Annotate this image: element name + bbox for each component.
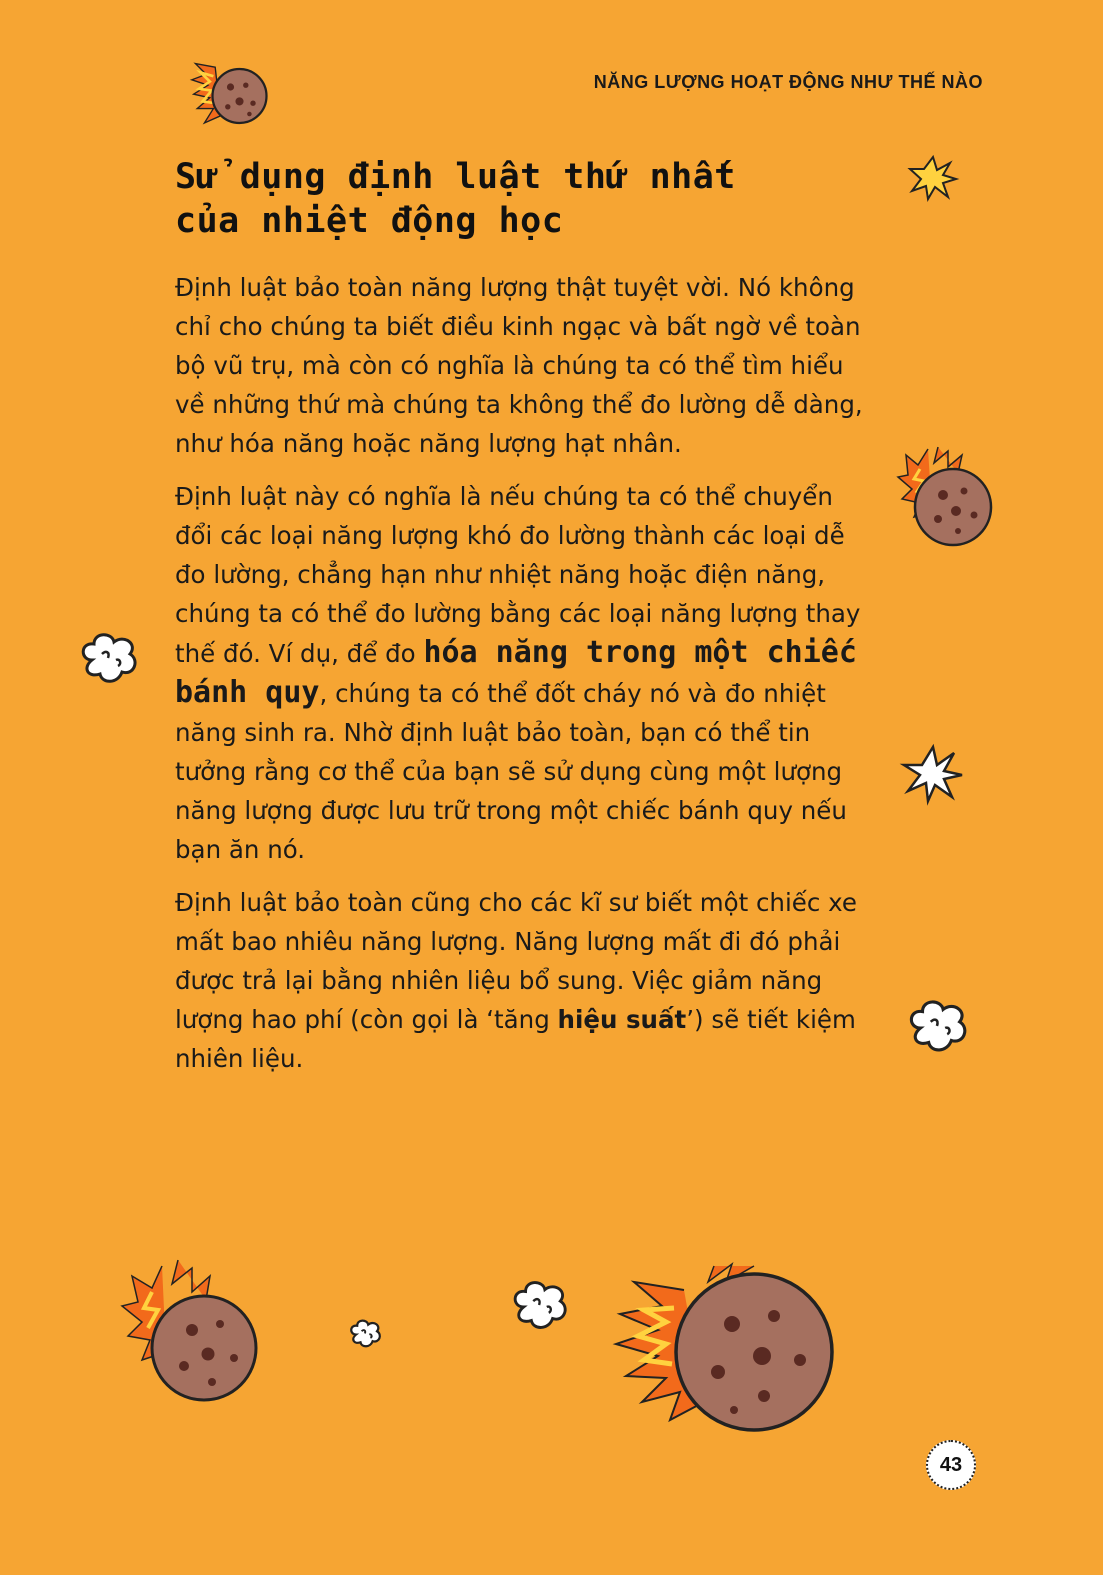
section-title-line-2: của nhiệt động học [175,201,564,241]
page-number: 43 [926,1440,976,1490]
cookie-energy-highlight: hóa năng trong một chiếc bánh quy [175,635,857,710]
paragraph-2-text-a: Định luật này có nghĩa là nếu chúng ta có thể chuyển đổi các loại năng lượng khó đo lường thành các loại dễ đo lường, chẳng hạn như nhiệt năng hoặc điện năng, chúng ta có thể đo lường bằng các loại năng lượng thay thế đó. Ví dụ, để đo [175,482,861,668]
paragraph-2-text-b: , chúng ta có thể đốt cháy nó và đo nhiệt năng sinh ra. Nhờ định luật bảo toàn, bạn có thể tin tưởng rằng cơ thể của bạn sẽ sử dụng cùng một lượng năng lượng được lưu trữ trong một chiếc bánh quy nếu bạn ăn nó. [175,679,847,864]
paragraph-3-text-b: ’) sẽ tiết kiệm nhiên liệu. [175,1005,856,1073]
paragraph-3-text-a: Định luật bảo toàn cũng cho các kĩ sư biết một chiếc xe mất bao nhiêu năng lượng. Năng lượng mất đi đó phải được trả lại bằng nhiên liệu bổ sung. Việc giảm năng lượng hao phí (còn gọi là ‘tăng [175,888,857,1034]
paragraph-2 [175,477,865,869]
body-text [175,268,865,1092]
flaming-cookie-icon [190,60,280,132]
paragraph-3 [175,883,865,1078]
paragraph-1: Định luật bảo toàn năng lượng thật tuyệt vời. Nó không chỉ cho chúng ta biết điều kinh ngạc và bất ngờ về toàn bộ vũ trụ, mà còn có nghĩa là chúng ta có thể tìm hiểu về những thứ mà chúng ta không thể đo lường dễ dàng, như hóa năng hoặc năng lượng hạt nhân. [175,273,863,458]
running-header: NĂNG LƯỢNG HOẠT ĐỘNG NHƯ THẾ NÀO [593,72,983,92]
smoke-puff-icon [78,630,142,688]
section-title [175,155,775,243]
white-star-burst-icon [902,745,964,803]
flaming-cookie-icon [614,1260,838,1436]
smoke-puff-icon [906,997,972,1057]
flaming-cookie-icon [122,1258,262,1408]
flaming-cookie-icon [898,445,998,553]
section-title-line-1: Sử dụng định luật thứ nhất [175,157,736,197]
smoke-puff-icon [510,1278,572,1334]
star-burst-icon [908,155,958,201]
smoke-puff-icon [348,1318,384,1350]
efficiency-term: hiệu suất [557,1005,687,1034]
